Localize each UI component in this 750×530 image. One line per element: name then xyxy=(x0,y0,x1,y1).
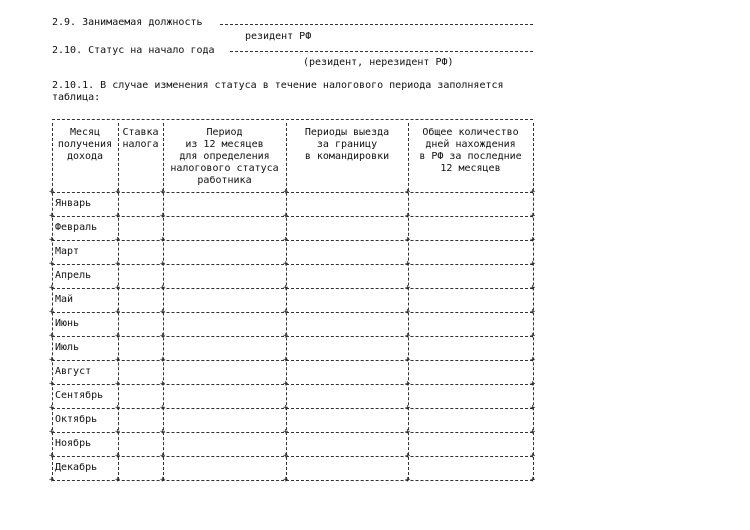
table-cross: + xyxy=(405,259,411,269)
header-cell xyxy=(286,127,408,163)
position-value: резидент РФ xyxy=(245,31,312,42)
month-label: Декабрь xyxy=(55,462,98,473)
header-line: налога xyxy=(122,139,159,150)
table-cross: + xyxy=(283,331,289,341)
header-line: в командировки xyxy=(304,151,390,162)
table-hline xyxy=(52,240,533,241)
header-line: Ставка xyxy=(122,127,159,138)
table-cross: + xyxy=(160,211,166,221)
header-line: дохода xyxy=(66,151,104,162)
table-cross: + xyxy=(49,427,55,437)
table-cross: + xyxy=(160,427,166,437)
table-cross: + xyxy=(160,283,166,293)
header-cell xyxy=(52,127,118,163)
month-label: Январь xyxy=(55,198,92,209)
table-cross: + xyxy=(405,235,411,245)
header-line: дней нахождения xyxy=(425,139,516,150)
header-cell xyxy=(118,127,163,151)
table-cross: + xyxy=(49,331,55,341)
table-cross: + xyxy=(530,259,536,269)
table-cross: + xyxy=(530,475,536,485)
table-cross: + xyxy=(283,307,289,317)
note-line-2: таблица: xyxy=(52,92,101,103)
table-cross: + xyxy=(405,283,411,293)
header-cell xyxy=(163,127,286,187)
table-cross: + xyxy=(115,307,121,317)
header-line: для определения xyxy=(179,151,270,162)
header-line: Период xyxy=(206,127,243,138)
table-cross: + xyxy=(160,259,166,269)
table-cross: + xyxy=(405,355,411,365)
table-cross: + xyxy=(115,211,121,221)
table-cross: + xyxy=(283,403,289,413)
table-cross: + xyxy=(115,283,121,293)
table-cross: + xyxy=(49,451,55,461)
table-cross: + xyxy=(283,355,289,365)
position-label: 2.9. Занимаемая должность xyxy=(52,17,203,28)
table-cross: + xyxy=(530,211,536,221)
table-cross: + xyxy=(115,475,121,485)
header-cell xyxy=(408,127,533,175)
header-line: 12 месяцев xyxy=(440,163,501,174)
header-line: в РФ за последние xyxy=(419,151,522,162)
table-cross: + xyxy=(160,187,166,197)
table-cross: + xyxy=(405,427,411,437)
table-hline xyxy=(52,192,533,193)
table-cross: + xyxy=(160,379,166,389)
table-hline xyxy=(52,288,533,289)
month-label: Июнь xyxy=(55,318,80,329)
table-hline xyxy=(52,360,533,361)
header-line: Месяц xyxy=(69,127,101,138)
status-label: 2.10. Статус на начало года xyxy=(52,45,215,56)
month-label: Октябрь xyxy=(55,414,98,425)
table-hline xyxy=(52,119,533,120)
table-cross: + xyxy=(405,211,411,221)
month-label: Сентябрь xyxy=(55,390,104,401)
table-cross: + xyxy=(160,475,166,485)
table-cross: + xyxy=(283,211,289,221)
table-cross: + xyxy=(115,427,121,437)
table-cross: + xyxy=(160,403,166,413)
header-line: из 12 месяцев xyxy=(185,139,264,150)
table-cross: + xyxy=(160,331,166,341)
table-cross: + xyxy=(283,283,289,293)
table-cross: + xyxy=(160,307,166,317)
header-line: получения xyxy=(57,139,113,150)
table-hline xyxy=(52,384,533,385)
table-cross: + xyxy=(283,379,289,389)
table-cross: + xyxy=(115,235,121,245)
table-hline xyxy=(52,312,533,313)
table-cross: + xyxy=(530,451,536,461)
table-hline xyxy=(52,336,533,337)
table-cross: + xyxy=(49,235,55,245)
month-label: Ноябрь xyxy=(55,438,92,449)
table-cross: + xyxy=(530,403,536,413)
table-cross: + xyxy=(283,427,289,437)
table-cross: + xyxy=(405,475,411,485)
table-cross: + xyxy=(49,259,55,269)
table-cross: + xyxy=(160,451,166,461)
table-cross: + xyxy=(283,235,289,245)
header-line: Общее количество xyxy=(422,127,519,138)
table-cross: + xyxy=(405,379,411,389)
table-hline xyxy=(52,264,533,265)
table-cross: + xyxy=(115,187,121,197)
status-dashline xyxy=(230,51,533,52)
table-cross: + xyxy=(49,403,55,413)
table-cross: + xyxy=(405,307,411,317)
table-cross: + xyxy=(49,307,55,317)
month-label: Март xyxy=(55,246,80,257)
table-cross: + xyxy=(283,451,289,461)
table-cross: + xyxy=(405,403,411,413)
table-cross: + xyxy=(160,355,166,365)
table-cross: + xyxy=(530,283,536,293)
position-dashline xyxy=(220,24,533,25)
table-hline xyxy=(52,480,533,481)
table-cross: + xyxy=(115,379,121,389)
table-cross: + xyxy=(405,451,411,461)
note-line-1: 2.10.1. В случае изменения статуса в течение налогового периода заполняется xyxy=(52,80,504,91)
table-cross: + xyxy=(115,451,121,461)
table-hline xyxy=(52,456,533,457)
table-cross: + xyxy=(49,283,55,293)
table-cross: + xyxy=(530,235,536,245)
table-cross: + xyxy=(160,235,166,245)
table-cross: + xyxy=(49,379,55,389)
month-label: Февраль xyxy=(55,222,98,233)
table-cross: + xyxy=(283,259,289,269)
month-label: Август xyxy=(55,366,92,377)
header-line: налогового статуса xyxy=(170,163,279,174)
table-hline xyxy=(52,216,533,217)
table-cross: + xyxy=(283,187,289,197)
table-cross: + xyxy=(115,331,121,341)
month-label: Май xyxy=(55,294,74,305)
table-cross: + xyxy=(530,379,536,389)
table-cross: + xyxy=(530,331,536,341)
header-line: работника xyxy=(197,175,252,186)
table-cross: + xyxy=(49,355,55,365)
table-cross: + xyxy=(49,475,55,485)
table-cross: + xyxy=(283,475,289,485)
month-label: Июль xyxy=(55,342,80,353)
status-hint: (резидент, нерезидент РФ) xyxy=(303,57,454,68)
month-label: Апрель xyxy=(55,270,92,281)
table-cross: + xyxy=(49,211,55,221)
table-cross: + xyxy=(530,355,536,365)
table-hline xyxy=(52,432,533,433)
table-cross: + xyxy=(115,355,121,365)
table-cross: + xyxy=(49,187,55,197)
header-line: Периоды выезда xyxy=(304,127,390,138)
table-cross: + xyxy=(115,259,121,269)
table-cross: + xyxy=(530,427,536,437)
table-cross: + xyxy=(115,403,121,413)
table-cross: + xyxy=(530,187,536,197)
table-cross: + xyxy=(530,307,536,317)
table-cross: + xyxy=(405,331,411,341)
table-cross: + xyxy=(405,187,411,197)
table-hline xyxy=(52,408,533,409)
header-line: за границу xyxy=(316,139,378,150)
